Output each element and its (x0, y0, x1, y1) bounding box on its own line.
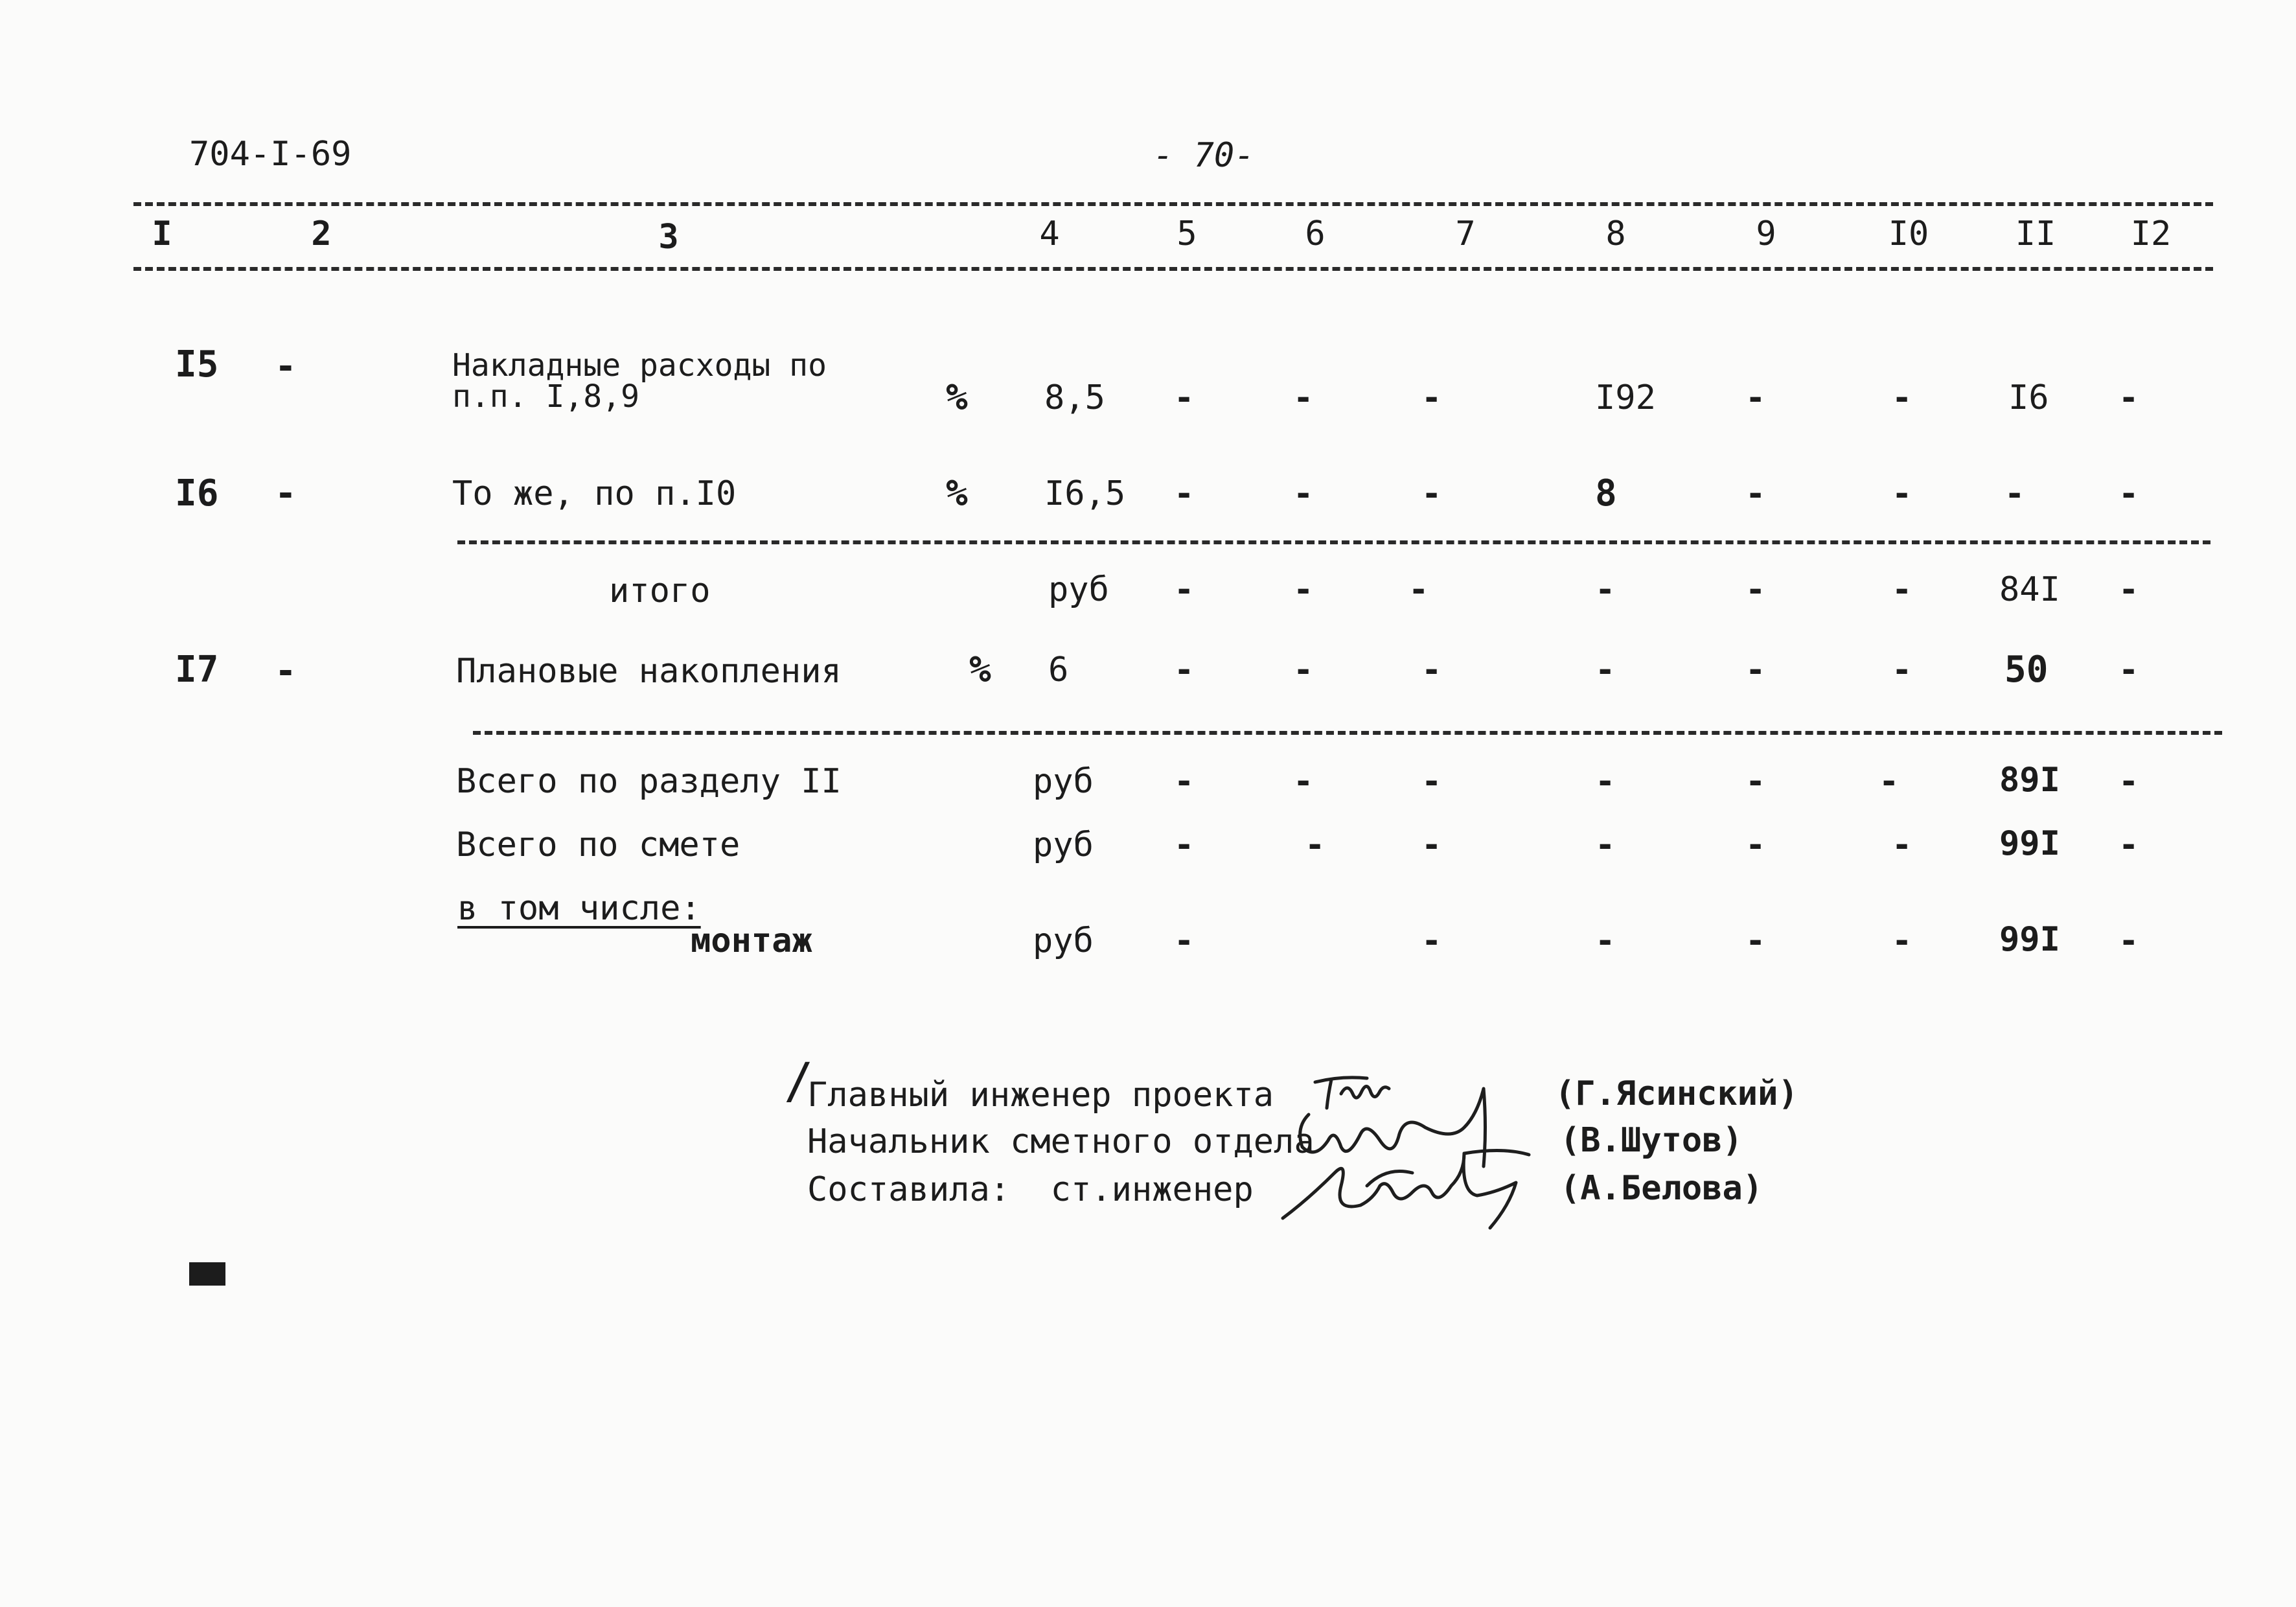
cell-col2: - (275, 650, 297, 692)
cell-unit: % (969, 649, 991, 691)
cell-col8: - (1595, 651, 1616, 689)
cell-col8: - (1595, 921, 1616, 960)
row-number: I5 (175, 343, 219, 386)
row-description: Всего по смете (456, 826, 740, 864)
cell-col7: - (1421, 378, 1442, 417)
cell-unit: % (946, 376, 968, 419)
col-header-1: I (152, 214, 172, 253)
col-header-9: 9 (1756, 214, 1776, 253)
cell-col9: - (1745, 474, 1766, 513)
col-header-12: I2 (2130, 214, 2172, 253)
row-description: Плановые накопления (456, 652, 842, 691)
cell-col12: - (2118, 474, 2139, 513)
col-header-6: 6 (1305, 214, 1326, 253)
signature-role: Составила: ст.инженер (807, 1170, 1254, 1209)
cell-col7: - (1421, 651, 1442, 689)
cell-col4: руб (1048, 570, 1109, 609)
signature-name: (А.Белова) (1560, 1169, 1763, 1208)
row-description: итого (609, 572, 711, 610)
cell-col6: - (1293, 378, 1314, 417)
col-header-11: II (2015, 214, 2056, 253)
cell-col5: - (1174, 762, 1195, 801)
cell-col4: руб (1033, 762, 1094, 801)
cell-col10: - (1892, 474, 1912, 513)
cell-col8: - (1595, 570, 1616, 609)
header-rule-top (133, 202, 2213, 206)
row-subheading: в том числе: (457, 889, 701, 928)
row-description: Накладные расходы по (452, 347, 827, 384)
cell-col10: - (1892, 921, 1912, 960)
cell-col5: - (1174, 570, 1195, 609)
signature-name: (Г.Ясинский) (1555, 1074, 1798, 1113)
cell-col8: 8 (1595, 472, 1617, 514)
cell-col12: - (2118, 570, 2139, 609)
cell-col7: - (1421, 921, 1442, 960)
cell-col11: 50 (2004, 649, 2049, 691)
cell-col4: руб (1033, 826, 1094, 864)
cell-col4: 6 (1048, 651, 1069, 689)
cell-unit: % (946, 472, 968, 514)
col-header-10: I0 (1888, 214, 1929, 253)
cell-col11: - (2004, 474, 2025, 513)
handwritten-signatures (1270, 1056, 1633, 1238)
cell-col8: - (1595, 826, 1616, 864)
header-rule-bottom (133, 267, 2213, 271)
cell-col9: - (1745, 651, 1766, 689)
cell-col5: - (1174, 651, 1195, 689)
cell-col8: - (1595, 762, 1616, 801)
col-header-8: 8 (1605, 214, 1626, 253)
cell-col5: - (1174, 921, 1195, 960)
cell-col4: I6,5 (1044, 474, 1126, 513)
cell-col9: - (1745, 921, 1766, 960)
cell-col6: - (1305, 826, 1326, 864)
cell-col10: - (1879, 762, 1900, 801)
cell-col4: руб (1033, 921, 1094, 960)
page-number: - 70- (1153, 136, 1255, 175)
cell-col2: - (275, 472, 297, 514)
cell-col12: - (2118, 378, 2139, 417)
cell-col9: - (1745, 570, 1766, 609)
cell-col6: - (1293, 474, 1314, 513)
cell-col11: 89I (1999, 761, 2060, 800)
row-description: То же, по п.I0 (452, 474, 737, 513)
cell-col7: - (1421, 762, 1442, 801)
scan-mark (189, 1262, 225, 1286)
row-description: монтаж (691, 921, 812, 960)
subtotal-rule (457, 540, 2210, 544)
cell-col11: 99I (1999, 824, 2060, 863)
cell-col6: - (1293, 570, 1314, 609)
signature-role: Главный инженер проекта (807, 1076, 1274, 1115)
cell-col2: - (275, 345, 297, 387)
cell-col10: - (1892, 651, 1912, 689)
row-description-cont: п.п. I,8,9 (452, 378, 639, 415)
cell-col5: - (1174, 378, 1195, 417)
cell-col11: I6 (2008, 378, 2049, 417)
signature-name: (В.Шутов) (1560, 1121, 1743, 1160)
total-rule (473, 731, 2222, 735)
col-header-7: 7 (1455, 214, 1476, 253)
row-description: Всего по разделу II (456, 762, 842, 801)
cell-col9: - (1745, 826, 1766, 864)
cell-col8: I92 (1595, 378, 1656, 417)
cell-col4: 8,5 (1044, 378, 1105, 417)
col-header-3: 3 (658, 218, 679, 257)
cell-col11: 99I (1999, 920, 2060, 959)
cell-col5: - (1174, 826, 1195, 864)
cell-col5: - (1174, 474, 1195, 513)
signature-role: Начальник сметного отдела (807, 1122, 1314, 1161)
cell-col11: 84I (1999, 570, 2060, 609)
cell-col12: - (2118, 921, 2139, 960)
document-code: 704-I-69 (189, 135, 352, 174)
cell-col7: - (1421, 474, 1442, 513)
signature-slash-mark: / (784, 1052, 814, 1109)
row-number: I7 (175, 649, 219, 691)
cell-col10: - (1892, 570, 1912, 609)
cell-col12: - (2118, 651, 2139, 689)
cell-col10: - (1892, 826, 1912, 864)
cell-col10: - (1892, 378, 1912, 417)
col-header-2: 2 (311, 214, 332, 253)
cell-col6: - (1293, 762, 1314, 801)
cell-col12: - (2118, 762, 2139, 801)
cell-col7: - (1421, 826, 1442, 864)
col-header-4: 4 (1039, 214, 1060, 253)
cell-col9: - (1745, 762, 1766, 801)
cell-col6: - (1293, 651, 1314, 689)
cell-col9: - (1745, 378, 1766, 417)
col-header-5: 5 (1177, 214, 1197, 253)
row-number: I6 (175, 472, 219, 514)
cell-col7: - (1408, 570, 1429, 609)
cell-col12: - (2118, 826, 2139, 864)
